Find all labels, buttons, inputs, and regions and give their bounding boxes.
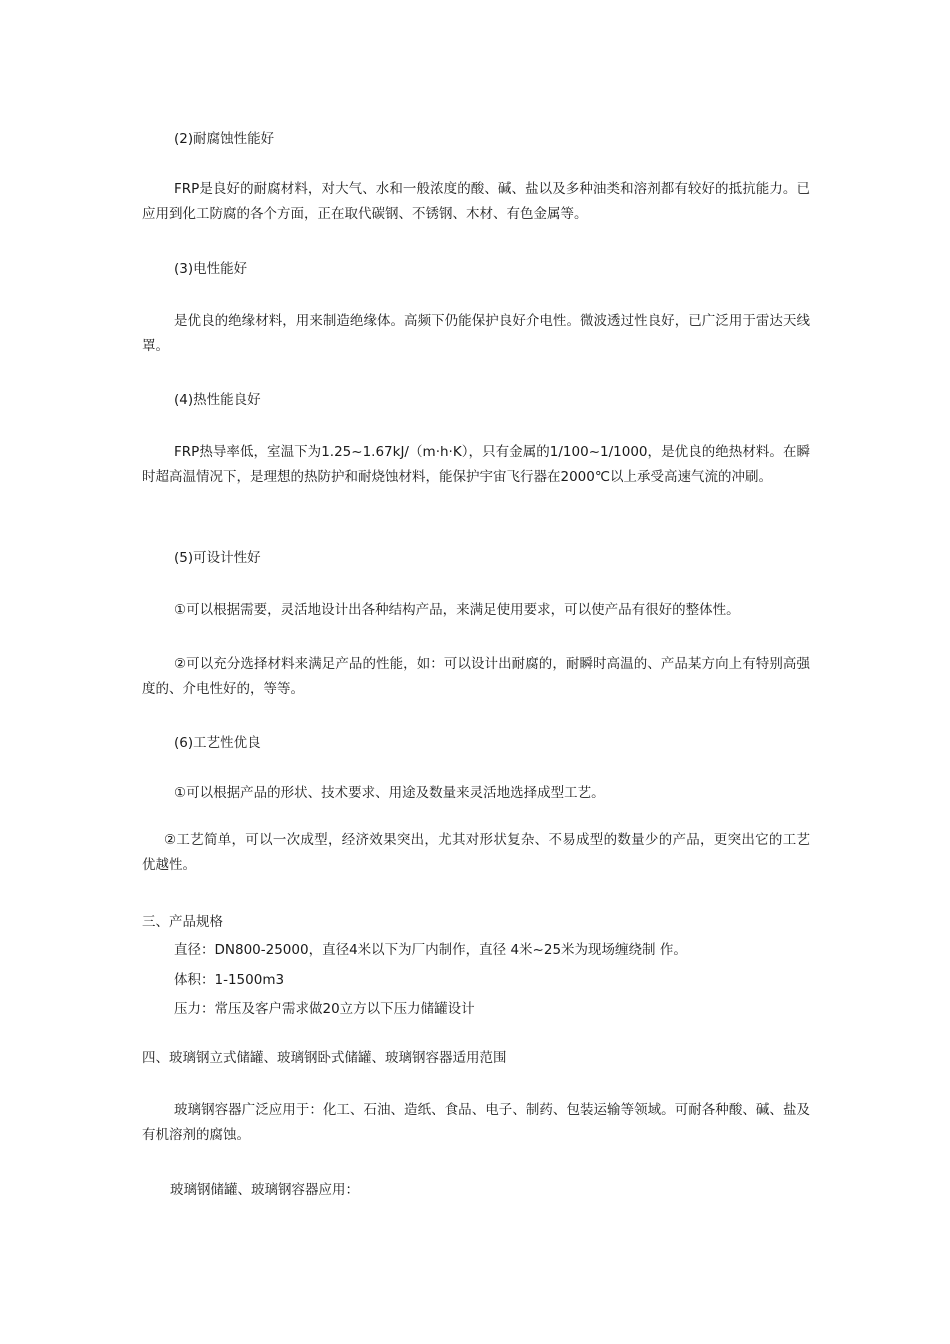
paragraph-corrosion-resistance: FRP是良好的耐腐材料，对大气、水和一般浓度的酸、碱、盐以及多种油类和溶剂都有较好的抵抗能力。已应用到化工防腐的各个方面，正在取代碳钢、不锈钢、木材、有色金属等。 xyxy=(142,181,810,222)
spec-volume: 体积：1-1500m3 xyxy=(174,972,285,988)
section-heading-application-scope: 四、玻璃钢立式储罐、玻璃钢卧式储罐、玻璃钢容器适用范围 xyxy=(142,1050,507,1066)
paragraph-process-performance-1: ①可以根据产品的形状、技术要求、用途及数量来灵活地选择成型工艺。 xyxy=(174,785,605,801)
spec-diameter: 直径：DN800-25000，直径4米以下为厂内制作，直径 4米~25米为现场缠绕制 作。 xyxy=(174,942,687,958)
heading-process-performance: (6)工艺性优良 xyxy=(174,735,261,751)
paragraph-application-scope: 玻璃钢容器广泛应用于：化工、石油、造纸、食品、电子、制药、包装运输等领域。可耐各种酸、碱、盐及有机溶剂的腐蚀。 xyxy=(142,1102,810,1143)
paragraph-designability-2: ②可以充分选择材料来满足产品的性能，如：可以设计出耐腐的，耐瞬时高温的、产品某方向上有特别高强度的、介电性好的，等等。 xyxy=(142,656,810,697)
heading-thermal-performance: (4)热性能良好 xyxy=(174,392,261,408)
spec-pressure: 压力：常压及客户需求做20立方以下压力储罐设计 xyxy=(174,1001,475,1017)
heading-electrical-performance: (3)电性能好 xyxy=(174,261,248,277)
paragraph-designability-1: ①可以根据需要，灵活地设计出各种结构产品，来满足使用要求，可以使产品有很好的整体性。 xyxy=(174,602,740,618)
paragraph-electrical-performance: 是优良的绝缘材料，用来制造绝缘体。高频下仍能保护良好介电性。微波透过性良好，已广泛用于雷达天线罩。 xyxy=(142,313,810,354)
heading-designability: (5)可设计性好 xyxy=(174,550,261,566)
paragraph-thermal-performance: FRP热导率低，室温下为1.25~1.67kJ/（m·h·K），只有金属的1/100~1/1000，是优良的绝热材料。在瞬时超高温情况下，是理想的热防护和耐烧蚀材料，能保护宇宙飞行器在2000℃以上承受高速气流的冲刷。 xyxy=(142,444,810,485)
heading-corrosion-resistance: (2)耐腐蚀性能好 xyxy=(174,131,275,147)
section-heading-product-spec: 三、产品规格 xyxy=(142,914,223,930)
paragraph-process-performance-2: ②工艺简单，可以一次成型，经济效果突出，尤其对形状复杂、不易成型的数量少的产品，更突出它的工艺优越性。 xyxy=(142,832,810,873)
paragraph-applications: 玻璃钢储罐、玻璃钢容器应用： xyxy=(170,1182,359,1198)
